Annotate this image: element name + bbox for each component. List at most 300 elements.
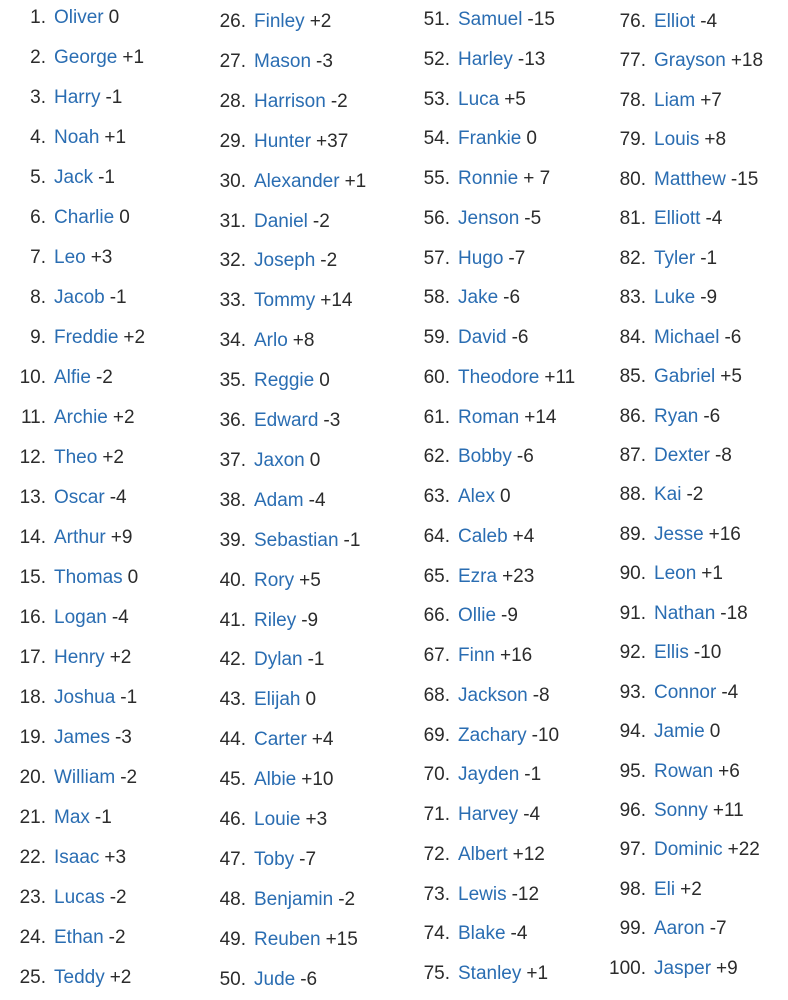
baby-name: Lewis [458,883,507,905]
rank-change: -2 [338,888,356,910]
baby-name: Rory [254,569,295,591]
rank-number: 75. [423,963,450,984]
list-item [200,768,400,792]
list-item [404,207,604,231]
rank-change: -9 [700,287,718,309]
rank-change: 0 [119,207,130,228]
rank-change: -4 [721,681,739,703]
rank-change: -4 [510,923,528,945]
rank-number: 87. [619,444,646,466]
baby-name: Bobby [458,446,512,468]
baby-name: David [458,327,507,348]
list-item [600,917,788,941]
baby-name: Grayson [654,50,726,72]
baby-name: Caleb [458,525,508,547]
rank-number: 21. [19,807,46,828]
baby-name: Ethan [54,927,104,948]
rank-number: 14. [19,527,46,548]
rank-change: +9 [716,957,738,979]
rank-number: 32. [219,250,246,272]
rank-number: 24. [19,927,46,948]
baby-name: Archie [54,407,108,428]
baby-name: Oscar [54,487,105,508]
list-item [404,366,604,390]
rank-change: -2 [95,367,113,388]
rank-change: +2 [123,327,146,348]
rank-number: 49. [219,928,246,950]
rank-number: 62. [423,446,450,468]
list-item [600,720,788,744]
rank-change: -5 [524,207,542,229]
rank-number: 18. [19,687,46,708]
name-column-1 [0,0,200,1000]
rank-change: -3 [114,727,132,748]
list-item [200,848,400,872]
rank-change: -9 [501,605,518,627]
rank-change: -2 [108,927,126,948]
rank-number: 100. [609,957,646,979]
rank-number: 96. [619,800,646,821]
list-item [404,88,604,112]
rank-change: +4 [512,525,535,547]
baby-name: Jake [458,287,499,309]
rank-change: -15 [730,168,759,190]
rank-number: 64. [423,525,450,547]
list-item [0,446,200,470]
baby-name: Louis [654,129,700,151]
rank-change: +6 [718,760,740,782]
rank-change: -8 [714,444,732,466]
list-item [200,888,400,912]
list-item [404,127,604,151]
baby-name: William [54,767,116,788]
baby-name: Gabriel [654,366,716,388]
rank-number: 82. [619,247,646,269]
rank-change: 0 [709,721,721,743]
rank-change: -9 [301,609,319,631]
rank-number: 31. [219,210,246,232]
list-item [200,130,400,154]
rank-number: 42. [219,649,246,671]
baby-name: Elliot [654,11,696,32]
rank-number: 51. [423,9,450,30]
rank-change: -12 [511,883,540,905]
baby-name: Max [54,807,90,828]
baby-name: Alex [458,486,495,507]
rank-number: 78. [619,89,646,111]
baby-name: Joseph [254,250,316,272]
list-item [200,10,400,34]
rank-number: 36. [219,410,246,431]
rank-number: 6. [30,207,46,228]
rank-change: +5 [299,569,321,591]
rank-number: 54. [423,128,450,150]
rank-change: +7 [700,89,722,111]
rank-number: 80. [619,168,646,190]
rank-change: -2 [312,210,330,232]
rank-number: 66. [423,605,450,627]
rank-number: 43. [219,689,246,711]
rank-number: 69. [423,724,450,746]
list-item [0,926,200,950]
rank-change: +1 [344,170,367,192]
baby-name: Adam [254,489,304,511]
list-item [600,207,788,231]
rank-number: 20. [19,767,46,788]
baby-name: Nathan [654,602,716,624]
baby-name: Tyler [654,247,696,269]
rank-number: 27. [219,50,246,72]
rank-change: -4 [705,208,723,230]
rank-number: 11. [20,407,46,428]
rank-change: -6 [300,968,318,990]
rank-change: 0 [499,486,511,507]
list-item [200,210,400,234]
rank-change: -8 [532,684,550,706]
baby-name: Harley [458,48,513,70]
list-item [0,766,200,790]
baby-name: Jack [54,167,94,188]
baby-name: Jenson [458,207,520,229]
baby-name: Dylan [254,649,303,671]
list-item [404,48,604,72]
list-item [404,485,604,509]
baby-name: Thomas [54,567,123,588]
rank-change: +3 [90,247,113,268]
rank-change: -13 [517,48,546,70]
rank-change: -6 [703,405,721,427]
rank-change: +5 [720,366,742,388]
rank-change: -1 [105,87,123,108]
list-item [600,523,788,547]
rank-change: -1 [98,167,115,188]
baby-name: Jacob [54,287,105,308]
rank-number: 35. [219,370,246,392]
rank-number: 53. [423,88,450,110]
list-item [404,803,604,827]
baby-name: Leon [654,563,697,585]
baby-name: Hugo [458,247,504,269]
rank-number: 13. [19,487,46,508]
list-item [0,486,200,510]
list-item [0,366,200,390]
list-item [404,406,604,430]
list-item [404,883,604,907]
rank-number: 57. [423,247,450,269]
baby-name: Arthur [54,527,106,548]
baby-name: Finn [458,645,495,666]
rank-number: 12. [19,447,46,468]
baby-name: Jesse [654,523,704,545]
rank-number: 8. [30,287,46,308]
list-item [404,843,604,867]
rank-number: 3. [30,87,46,108]
list-item [600,602,788,626]
list-item [600,878,788,902]
rank-number: 59. [423,327,450,348]
rank-number: 72. [423,843,450,865]
list-item [0,166,200,190]
baby-name: Harvey [458,804,519,825]
rank-change: -6 [503,287,521,309]
rank-number: 5. [30,167,46,188]
rank-number: 98. [619,878,646,900]
rank-number: 44. [219,729,246,751]
rank-number: 48. [219,888,246,910]
baby-name: Dominic [654,839,723,861]
list-item [600,286,788,310]
rank-number: 61. [423,406,450,428]
rank-number: 90. [619,563,646,585]
rank-number: 83. [619,287,646,309]
rank-number: 67. [423,645,450,666]
list-item [404,445,604,469]
baby-name: Jasper [654,957,712,979]
list-item [0,726,200,750]
baby-name: Eli [654,878,676,900]
rank-change: +23 [502,565,535,587]
rank-number: 23. [19,887,46,908]
rank-number: 73. [423,883,450,905]
rank-number: 33. [219,290,246,312]
rank-number: 65. [423,565,450,587]
rank-change: -1 [700,247,718,269]
rank-number: 76. [619,11,646,32]
rank-number: 7. [30,247,46,268]
rank-change: +11 [544,366,576,388]
rank-number: 60. [423,366,450,388]
list-item [600,10,788,34]
baby-name: Sebastian [254,529,339,551]
rank-number: 50. [219,968,246,990]
list-item [404,962,604,986]
baby-name: Elijah [254,689,301,711]
baby-name: Blake [458,923,506,945]
baby-name: Frankie [458,128,522,150]
list-item [404,644,604,668]
rank-number: 34. [219,330,246,352]
rank-number: 29. [219,130,246,152]
rank-change: +15 [325,928,358,950]
rank-change: -2 [330,90,348,112]
list-item [0,526,200,550]
list-item [600,326,788,350]
list-item [200,529,400,553]
list-item [600,247,788,271]
rank-change: 0 [108,7,120,28]
rank-change: -1 [524,764,542,786]
baby-name: Liam [654,89,696,111]
baby-name: Dexter [654,444,710,466]
rank-number: 99. [619,918,646,940]
rank-number: 28. [219,90,246,112]
baby-name: Albert [458,843,508,865]
rank-change: +37 [316,130,349,152]
rank-change: +4 [311,729,334,751]
baby-name: Reggie [254,370,315,392]
baby-name: Roman [458,406,520,428]
rank-number: 55. [423,168,450,189]
name-column-3 [404,0,604,1000]
rank-change: +18 [730,50,764,72]
baby-name: Logan [54,607,107,628]
list-item [200,648,400,672]
baby-name: Harrison [254,90,326,112]
baby-name: Tommy [254,290,316,312]
rank-change: +2 [109,647,132,668]
rank-change: +14 [320,290,353,312]
baby-name: Riley [254,609,297,631]
rank-number: 19. [19,727,46,748]
rank-number: 26. [219,11,246,32]
baby-name: Theo [54,447,98,468]
list-item [200,449,400,473]
rank-change: -2 [109,887,127,908]
list-item [600,49,788,73]
rank-change: +2 [112,407,135,428]
list-item [200,369,400,393]
baby-name: Rowan [654,760,714,782]
rank-change: -1 [307,649,325,671]
baby-name: Henry [54,647,105,668]
list-item [0,806,200,830]
rank-number: 2. [30,47,46,68]
baby-name: George [54,47,118,68]
list-item [200,609,400,633]
list-item [0,646,200,670]
rank-change: -7 [299,848,317,870]
baby-name: Alexander [254,170,340,192]
rank-change: -4 [523,804,541,825]
baby-name: Zachary [458,724,527,746]
rank-change: +11 [712,800,744,821]
list-item [0,46,200,70]
rank-change: 0 [309,449,321,471]
rank-change: +1 [104,127,127,148]
list-item [0,286,200,310]
list-item [600,89,788,113]
baby-name: Joshua [54,687,116,708]
rank-change: -10 [531,724,560,746]
list-item [0,246,200,270]
rank-change: -4 [308,489,326,511]
baby-name: Michael [654,326,720,348]
rank-number: 71. [423,804,450,825]
list-item [200,928,400,952]
baby-name: Oliver [54,7,104,28]
rank-number: 45. [219,769,246,791]
list-item [600,641,788,665]
rank-number: 46. [219,809,246,830]
rank-change: -2 [120,767,138,788]
baby-name: Albie [254,769,297,791]
rank-number: 25. [19,967,46,988]
baby-name: Aaron [654,918,705,940]
list-item [200,249,400,273]
list-item [200,808,400,832]
baby-name: Theodore [458,366,540,388]
rank-number: 9. [30,327,46,348]
list-item [200,968,400,992]
baby-name: Daniel [254,210,308,232]
rank-number: 79. [619,129,646,151]
rank-change: +12 [512,843,545,865]
rank-change: -3 [316,50,333,72]
rank-change: +1 [526,963,549,984]
list-item [404,604,604,628]
baby-name: Hunter [254,130,312,152]
rank-change: +3 [305,809,328,830]
rank-change: +1 [701,563,723,585]
rank-number: 86. [619,405,646,427]
rank-number: 41. [219,609,246,631]
rank-number: 88. [619,484,646,506]
rank-change: -6 [511,327,529,348]
rank-change: -15 [527,9,555,30]
rank-change: -18 [720,602,748,624]
baby-name: Jaxon [254,449,305,471]
rank-number: 38. [219,489,246,511]
baby-name: Isaac [54,847,100,868]
list-item [600,405,788,429]
list-item [0,846,200,870]
baby-name: Alfie [54,367,91,388]
rank-change: -7 [508,247,526,269]
baby-name: Ronnie [458,168,519,189]
rank-number: 4. [30,127,46,148]
list-item [600,562,788,586]
list-item [200,170,400,194]
rank-change: +2 [109,967,132,988]
rank-number: 85. [619,366,646,388]
baby-name: Samuel [458,9,523,30]
rank-change: -3 [323,410,341,431]
rank-change: -4 [111,607,129,628]
rank-change: -4 [700,11,718,32]
list-item [600,760,788,784]
rank-change: -1 [94,807,112,828]
baby-name: Ollie [458,605,497,627]
list-item [404,167,604,191]
rank-number: 10. [19,367,46,388]
list-item [600,957,788,981]
rank-change: -1 [343,529,361,551]
rank-change: 0 [319,370,330,392]
baby-name: Elliott [654,208,701,230]
list-item [0,126,200,150]
rank-number: 93. [619,681,646,703]
baby-name: Luca [458,88,500,110]
baby-name: Ellis [654,642,689,664]
rank-change: +1 [122,47,145,68]
rank-number: 40. [219,569,246,591]
rank-change: +9 [110,527,133,548]
list-item [200,50,400,74]
rank-number: 63. [423,486,450,507]
rank-number: 91. [619,602,646,624]
list-item [600,128,788,152]
rank-number: 74. [423,923,450,945]
rank-change: -7 [709,918,727,940]
baby-name: Jackson [458,684,528,706]
list-item [404,247,604,271]
baby-name: Ryan [654,405,699,427]
list-item [404,922,604,946]
list-item [600,168,788,192]
rank-number: 1. [30,7,46,28]
baby-name: Matthew [654,168,726,190]
rank-change: +8 [292,330,315,352]
